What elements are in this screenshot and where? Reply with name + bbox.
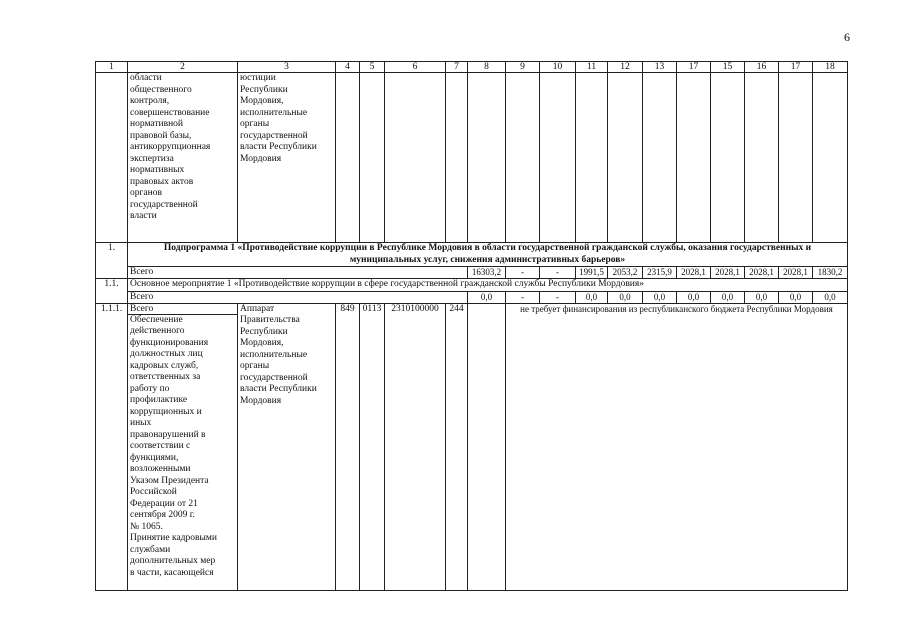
header-cell: 16 — [745, 62, 779, 73]
total-value: 0,0 — [468, 291, 506, 303]
header-cell: 9 — [506, 62, 540, 73]
total-value: 0,0 — [745, 291, 779, 303]
subprogram-row — [96, 243, 848, 267]
total-value: 0,0 — [608, 291, 643, 303]
header-cell: 3 — [238, 62, 336, 73]
empty-cell — [446, 73, 468, 243]
event-name: Обеспечение действенного функционирования должностных лиц кадровых служб, ответственных за работу по профилактике коррупционных и иных правонарушений в соответствии с функциями, возложенными Указом Президента Российской Федерации от 21 сентября 2009 г. № 1065. Принятие кадровыми службами дополнительных мер в части, касающейся — [128, 314, 238, 590]
subprogram-number: 1. — [96, 243, 128, 279]
empty-cell — [468, 73, 506, 243]
empty-cell — [745, 73, 779, 243]
subprogram-title: Подпрограмма 1 «Противодействие коррупции в Республике Мордовия в области государственной гражданской службы, оказания государственных и муниципальных услуг, снижения административных барьеров» — [128, 243, 848, 267]
empty-cell — [677, 73, 711, 243]
total-value: 1991,5 — [576, 267, 608, 279]
total-value: 0,0 — [677, 291, 711, 303]
total-value: 2315,9 — [643, 267, 677, 279]
total-value: - — [506, 267, 540, 279]
total-value: 0,0 — [643, 291, 677, 303]
header-cell: 7 — [446, 62, 468, 73]
empty-cell — [711, 73, 745, 243]
header-cell: 18 — [813, 62, 848, 73]
header-cell: 17 — [677, 62, 711, 73]
empty-cell — [576, 73, 608, 243]
main-event-row — [96, 279, 848, 292]
event-label-row — [96, 303, 848, 314]
main-event-number: 1.1. — [96, 279, 128, 304]
budget-code-csr: 2310100000 — [385, 303, 446, 590]
responsible-executor: Аппарат Правительства Республики Мордовия, исполнительные органы государственной власти Республики Мордовия — [238, 303, 336, 590]
header-cell: 10 — [540, 62, 576, 73]
empty-cell — [336, 73, 360, 243]
table-row — [96, 73, 848, 243]
empty-cell — [360, 73, 385, 243]
page-number: 6 — [844, 30, 850, 44]
header-cell: 1 — [96, 62, 128, 73]
budget-code-rzpr: 0113 — [360, 303, 385, 590]
header-cell: 8 — [468, 62, 506, 73]
budget-code-vr: 244 — [446, 303, 468, 590]
header-cell: 12 — [608, 62, 643, 73]
total-label: Всего — [128, 291, 468, 303]
budget-code-grbs: 849 — [336, 303, 360, 590]
main-event-total-row — [96, 291, 848, 303]
total-value: 2028,1 — [779, 267, 813, 279]
responsible-executor: юстиции Республики Мордовия, исполнительные органы государственной власти Республики Мордовия — [238, 73, 336, 243]
total-value: 2028,1 — [745, 267, 779, 279]
main-event-title: Основное мероприятие 1 «Противодействие коррупции в сфере государственной гражданской службы Республики Мордовия» — [128, 279, 848, 292]
total-value: 2053,2 — [608, 267, 643, 279]
empty-cell — [779, 73, 813, 243]
total-value: 0,0 — [576, 291, 608, 303]
header-cell: 5 — [360, 62, 385, 73]
header-cell: 2 — [128, 62, 238, 73]
header-cell: 17 — [779, 62, 813, 73]
total-value: 2028,1 — [677, 267, 711, 279]
total-value: 0,0 — [813, 291, 848, 303]
total-label: Всего — [128, 267, 468, 279]
total-value: 16303,2 — [468, 267, 506, 279]
total-value: 2028,1 — [711, 267, 745, 279]
event-total-label: Всего — [128, 303, 238, 314]
empty-cell — [468, 303, 506, 590]
header-cell: 6 — [385, 62, 446, 73]
empty-cell — [506, 73, 540, 243]
header-cell: 4 — [336, 62, 360, 73]
empty-cell — [540, 73, 576, 243]
program-table — [95, 61, 848, 591]
financing-note: не требует финансирования из республиканского бюджета Республики Мордовия — [506, 303, 848, 590]
header-cell: 15 — [711, 62, 745, 73]
total-value: 0,0 — [779, 291, 813, 303]
total-value: 1830,2 — [813, 267, 848, 279]
subprogram-total-row — [96, 267, 848, 279]
header-cell: 11 — [576, 62, 608, 73]
event-number: 1.1.1. — [96, 303, 128, 590]
header-cell: 13 — [643, 62, 677, 73]
row-number — [96, 73, 128, 243]
event-name: области общественного контроля, совершенствование нормативной правовой базы, антикоррупционная экспертиза нормативных правовых актов органов государственной власти — [128, 73, 238, 243]
total-value: - — [540, 291, 576, 303]
total-value: - — [540, 267, 576, 279]
empty-cell — [608, 73, 643, 243]
total-value: - — [506, 291, 540, 303]
header-row — [96, 62, 848, 73]
empty-cell — [813, 73, 848, 243]
total-value: 0,0 — [711, 291, 745, 303]
empty-cell — [385, 73, 446, 243]
empty-cell — [643, 73, 677, 243]
